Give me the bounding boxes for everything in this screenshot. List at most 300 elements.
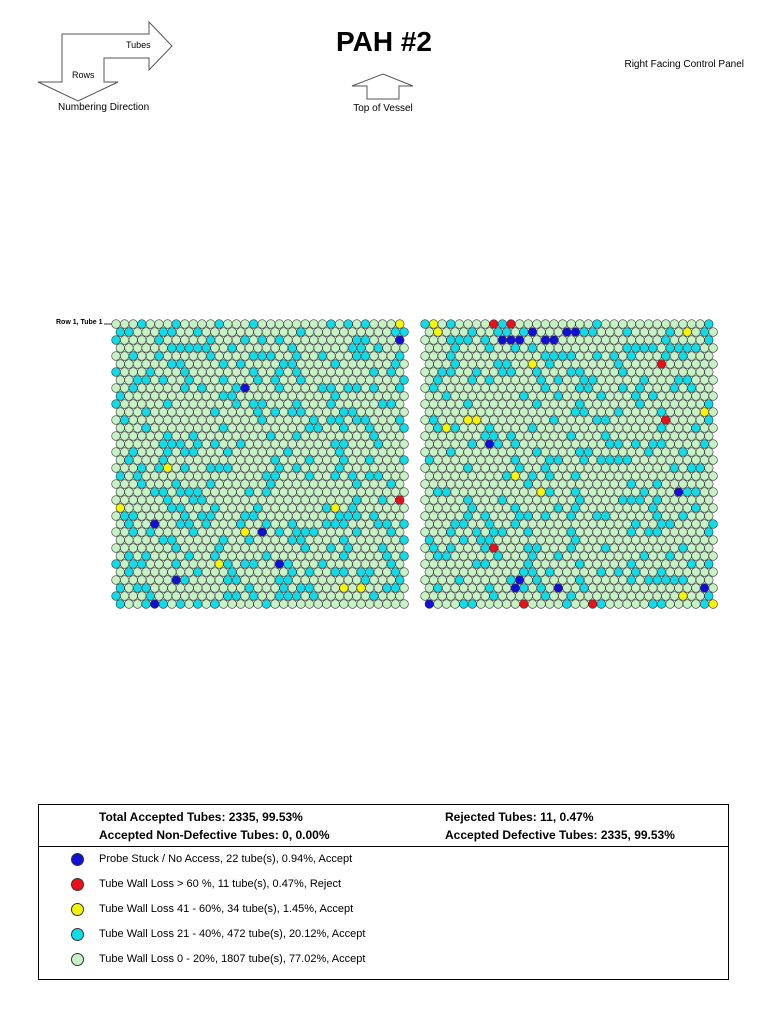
- tube-loss-0-20: [310, 480, 319, 489]
- tube-loss-0-20: [150, 440, 159, 449]
- tube-loss-0-20: [464, 368, 473, 377]
- tube-loss-0-20: [125, 424, 134, 433]
- tube-loss-0-20: [584, 336, 593, 345]
- tube-loss-0-20: [344, 576, 353, 585]
- tube-loss-0-20: [370, 496, 379, 505]
- tube-loss-0-20: [185, 392, 194, 401]
- tube-loss-0-20: [481, 496, 490, 505]
- tube-loss-0-20: [610, 400, 619, 409]
- tube-loss-0-20: [610, 448, 619, 457]
- tube-loss-0-20: [520, 408, 529, 417]
- tube-loss-0-20: [455, 528, 464, 537]
- tube-loss-0-20: [447, 384, 456, 393]
- tube-loss-0-20: [666, 504, 675, 513]
- tube-loss-0-20: [683, 568, 692, 577]
- tube-loss-0-20: [451, 536, 460, 545]
- tube-loss-0-20: [262, 424, 271, 433]
- tube-loss-0-20: [318, 496, 327, 505]
- tube-loss-0-20: [576, 480, 585, 489]
- tube-loss-21-40: [219, 392, 228, 401]
- tube-loss-0-20: [597, 328, 606, 337]
- tube-loss-0-20: [498, 512, 507, 521]
- tube-loss-0-20: [125, 408, 134, 417]
- tube-loss-0-20: [455, 480, 464, 489]
- tube-loss-0-20: [305, 536, 314, 545]
- tube-probe-stuck: [515, 336, 524, 345]
- tube-loss-0-20: [288, 328, 297, 337]
- tube-loss-0-20: [301, 480, 310, 489]
- tube-loss-0-20: [606, 392, 615, 401]
- tube-loss-21-40: [640, 344, 649, 353]
- tube-loss-0-20: [498, 592, 507, 601]
- tube-loss-0-20: [515, 560, 524, 569]
- tube-loss-0-20: [472, 448, 481, 457]
- tube-loss-21-40: [249, 512, 258, 521]
- tube-loss-0-20: [271, 360, 280, 369]
- tube-loss-0-20: [327, 336, 336, 345]
- tube-loss-0-20: [279, 472, 288, 481]
- tube-loss-0-20: [584, 560, 593, 569]
- tube-loss-0-20: [601, 352, 610, 361]
- tube-loss-0-20: [541, 544, 550, 553]
- tube-loss-21-40: [189, 448, 198, 457]
- tube-loss-0-20: [588, 488, 597, 497]
- tube-loss-21-40: [425, 456, 434, 465]
- tube-loss-0-20: [528, 536, 537, 545]
- tube-loss-0-20: [344, 496, 353, 505]
- tube-loss-0-20: [374, 376, 383, 385]
- tube-loss-21-40: [198, 496, 207, 505]
- tube-loss-21-40: [507, 432, 516, 441]
- tube-loss-21-40: [657, 408, 666, 417]
- tube-loss-0-20: [464, 432, 473, 441]
- tube-loss-0-20: [322, 456, 331, 465]
- tube-loss-0-20: [383, 536, 392, 545]
- tube-reject: [507, 320, 516, 329]
- tube-loss-0-20: [176, 392, 185, 401]
- tube-loss-21-40: [129, 560, 138, 569]
- tube-loss-0-20: [687, 448, 696, 457]
- tube-loss-0-20: [241, 448, 250, 457]
- tube-loss-0-20: [202, 568, 211, 577]
- tube-loss-21-40: [193, 600, 202, 609]
- tube-loss-0-20: [348, 488, 357, 497]
- tube-loss-0-20: [198, 448, 207, 457]
- tube-loss-0-20: [357, 456, 366, 465]
- tube-loss-0-20: [640, 392, 649, 401]
- tube-loss-21-40: [348, 472, 357, 481]
- tube-loss-0-20: [528, 440, 537, 449]
- tube-loss-0-20: [472, 496, 481, 505]
- tube-loss-0-20: [687, 416, 696, 425]
- tube-loss-0-20: [361, 512, 370, 521]
- tube-loss-0-20: [279, 328, 288, 337]
- tube-loss-0-20: [142, 392, 151, 401]
- tube-loss-21-40: [610, 352, 619, 361]
- tube-loss-0-20: [112, 320, 121, 329]
- tube-loss-0-20: [116, 376, 125, 385]
- tube-loss-0-20: [447, 592, 456, 601]
- tube-loss-0-20: [292, 496, 301, 505]
- tube-loss-0-20: [623, 584, 632, 593]
- tube-loss-21-40: [434, 376, 443, 385]
- tube-loss-0-20: [558, 560, 567, 569]
- tube-loss-21-40: [224, 592, 233, 601]
- tube-loss-0-20: [262, 392, 271, 401]
- tube-loss-0-20: [116, 344, 125, 353]
- tube-loss-0-20: [146, 464, 155, 473]
- tube-loss-21-40: [490, 528, 499, 537]
- tube-loss-21-40: [511, 504, 520, 513]
- tube-loss-0-20: [168, 552, 177, 561]
- tube-loss-0-20: [601, 368, 610, 377]
- tube-loss-0-20: [206, 576, 215, 585]
- tube-loss-0-20: [429, 352, 438, 361]
- tube-loss-0-20: [687, 400, 696, 409]
- tube-loss-0-20: [687, 576, 696, 585]
- tube-loss-0-20: [520, 488, 529, 497]
- tube-loss-21-40: [159, 488, 168, 497]
- tube-loss-0-20: [112, 480, 121, 489]
- tube-loss-0-20: [610, 464, 619, 473]
- tube-loss-0-20: [391, 536, 400, 545]
- tube-loss-0-20: [340, 488, 349, 497]
- tube-loss-0-20: [584, 416, 593, 425]
- tube-loss-21-40: [211, 552, 220, 561]
- tube-loss-0-20: [696, 368, 705, 377]
- tube-loss-0-20: [558, 544, 567, 553]
- tube-loss-21-40: [297, 328, 306, 337]
- tube-loss-0-20: [365, 600, 374, 609]
- tube-loss-21-40: [374, 472, 383, 481]
- tube-loss-0-20: [606, 360, 615, 369]
- tube-loss-0-20: [455, 592, 464, 601]
- tube-loss-0-20: [520, 424, 529, 433]
- tube-loss-0-20: [472, 464, 481, 473]
- tube-loss-0-20: [322, 552, 331, 561]
- tube-loss-0-20: [120, 576, 129, 585]
- tube-loss-0-20: [211, 344, 220, 353]
- tube-loss-0-20: [623, 552, 632, 561]
- tube-loss-0-20: [455, 464, 464, 473]
- tube-loss-21-40: [258, 416, 267, 425]
- tube-loss-0-20: [563, 344, 572, 353]
- tube-loss-0-20: [640, 408, 649, 417]
- tube-loss-0-20: [533, 592, 542, 601]
- tube-loss-0-20: [653, 432, 662, 441]
- tube-loss-21-40: [674, 376, 683, 385]
- tube-loss-0-20: [459, 376, 468, 385]
- tube-loss-0-20: [709, 504, 718, 513]
- tube-loss-0-20: [322, 488, 331, 497]
- tube-loss-0-20: [116, 408, 125, 417]
- tube-loss-0-20: [434, 600, 443, 609]
- tube-loss-0-20: [627, 544, 636, 553]
- tube-loss-0-20: [481, 320, 490, 329]
- tube-loss-0-20: [623, 392, 632, 401]
- tube-loss-21-40: [567, 368, 576, 377]
- tube-loss-0-20: [138, 512, 147, 521]
- tube-loss-0-20: [438, 544, 447, 553]
- tube-loss-0-20: [163, 416, 172, 425]
- tube-loss-21-40: [284, 448, 293, 457]
- tube-loss-0-20: [163, 576, 172, 585]
- tube-loss-21-40: [455, 576, 464, 585]
- tube-loss-0-20: [524, 432, 533, 441]
- tube-loss-0-20: [700, 424, 709, 433]
- tube-loss-0-20: [159, 552, 168, 561]
- tube-loss-21-40: [601, 416, 610, 425]
- tube-loss-21-40: [485, 536, 494, 545]
- tube-loss-0-20: [451, 568, 460, 577]
- tube-loss-0-20: [310, 576, 319, 585]
- tube-loss-0-20: [490, 400, 499, 409]
- tube-loss-0-20: [649, 584, 658, 593]
- tube-loss-21-40: [387, 560, 396, 569]
- tube-loss-0-20: [387, 592, 396, 601]
- tube-loss-0-20: [515, 496, 524, 505]
- tube-loss-0-20: [305, 552, 314, 561]
- tube-loss-0-20: [442, 504, 451, 513]
- tube-loss-0-20: [353, 368, 362, 377]
- tube-loss-0-20: [219, 504, 228, 513]
- tube-loss-0-20: [344, 400, 353, 409]
- tube-loss-0-20: [657, 488, 666, 497]
- tube-loss-0-20: [464, 560, 473, 569]
- tube-loss-0-20: [515, 528, 524, 537]
- legend-item-wall-loss-41-60: [71, 901, 353, 917]
- tube-loss-21-40: [335, 416, 344, 425]
- tube-loss-0-20: [378, 528, 387, 537]
- tube-loss-21-40: [683, 376, 692, 385]
- tube-loss-0-20: [129, 464, 138, 473]
- tube-loss-0-20: [353, 592, 362, 601]
- tube-loss-21-40: [206, 480, 215, 489]
- tube-loss-0-20: [292, 560, 301, 569]
- tube-loss-0-20: [657, 376, 666, 385]
- tube-loss-21-40: [692, 424, 701, 433]
- tube-loss-0-20: [146, 512, 155, 521]
- tube-loss-0-20: [275, 400, 284, 409]
- tube-loss-0-20: [254, 568, 263, 577]
- tube-loss-0-20: [576, 320, 585, 329]
- tube-loss-0-20: [472, 320, 481, 329]
- tube-loss-0-20: [429, 496, 438, 505]
- tube-loss-0-20: [657, 584, 666, 593]
- tube-loss-0-20: [138, 368, 147, 377]
- tube-loss-0-20: [172, 368, 181, 377]
- tube-loss-0-20: [310, 336, 319, 345]
- tube-loss-0-20: [455, 416, 464, 425]
- tube-loss-0-20: [224, 400, 233, 409]
- tube-loss-0-20: [584, 512, 593, 521]
- tube-loss-0-20: [305, 360, 314, 369]
- tube-loss-0-20: [524, 352, 533, 361]
- tube-loss-0-20: [537, 568, 546, 577]
- tube-loss-0-20: [271, 536, 280, 545]
- tube-loss-0-20: [387, 416, 396, 425]
- tube-loss-0-20: [129, 416, 138, 425]
- tube-loss-0-20: [644, 416, 653, 425]
- tube-loss-21-40: [340, 440, 349, 449]
- tube-loss-0-20: [425, 424, 434, 433]
- tube-loss-21-40: [159, 376, 168, 385]
- tube-loss-41-60: [241, 528, 250, 537]
- tube-loss-21-40: [249, 368, 258, 377]
- tube-loss-0-20: [185, 536, 194, 545]
- tube-loss-0-20: [185, 408, 194, 417]
- tube-loss-0-20: [576, 544, 585, 553]
- tube-loss-21-40: [666, 552, 675, 561]
- tube-loss-0-20: [515, 432, 524, 441]
- tube-loss-0-20: [442, 456, 451, 465]
- numbering-direction-label: Numbering Direction: [58, 102, 150, 113]
- tube-loss-0-20: [537, 360, 546, 369]
- tube-loss-0-20: [150, 504, 159, 513]
- tube-loss-21-40: [567, 512, 576, 521]
- tube-loss-0-20: [679, 432, 688, 441]
- tube-loss-21-40: [236, 360, 245, 369]
- tube-loss-0-20: [331, 328, 340, 337]
- tube-loss-0-20: [692, 456, 701, 465]
- tube-loss-0-20: [520, 456, 529, 465]
- tube-loss-0-20: [172, 464, 181, 473]
- tube-loss-0-20: [636, 352, 645, 361]
- tube-loss-0-20: [520, 536, 529, 545]
- tube-loss-0-20: [211, 360, 220, 369]
- tube-loss-0-20: [438, 384, 447, 393]
- tube-loss-0-20: [120, 528, 129, 537]
- tube-loss-0-20: [623, 600, 632, 609]
- tube-loss-0-20: [593, 432, 602, 441]
- tube-loss-0-20: [584, 368, 593, 377]
- tube-loss-21-40: [576, 448, 585, 457]
- tube-loss-0-20: [357, 392, 366, 401]
- tube-loss-0-20: [228, 328, 237, 337]
- tube-loss-0-20: [696, 512, 705, 521]
- tube-loss-21-40: [468, 504, 477, 513]
- tube-loss-0-20: [198, 352, 207, 361]
- tube-loss-0-20: [125, 360, 134, 369]
- tube-loss-0-20: [502, 392, 511, 401]
- tube-loss-21-40: [189, 496, 198, 505]
- tube-loss-21-40: [370, 592, 379, 601]
- tube-loss-21-40: [305, 424, 314, 433]
- tube-loss-0-20: [198, 544, 207, 553]
- tube-loss-0-20: [215, 352, 224, 361]
- tube-loss-0-20: [537, 552, 546, 561]
- tube-loss-0-20: [705, 512, 714, 521]
- tube-loss-0-20: [378, 320, 387, 329]
- tube-loss-0-20: [636, 464, 645, 473]
- tube-loss-21-40: [619, 384, 628, 393]
- tube-loss-21-40: [696, 464, 705, 473]
- tube-loss-0-20: [515, 544, 524, 553]
- tube-loss-21-40: [644, 448, 653, 457]
- tube-loss-0-20: [146, 576, 155, 585]
- tube-loss-0-20: [331, 552, 340, 561]
- tube-reject: [662, 416, 671, 425]
- tube-loss-21-40: [601, 512, 610, 521]
- tube-loss-0-20: [284, 352, 293, 361]
- tube-loss-0-20: [550, 368, 559, 377]
- tube-loss-0-20: [459, 424, 468, 433]
- tube-loss-21-40: [206, 512, 215, 521]
- tube-loss-21-40: [580, 376, 589, 385]
- tube-loss-0-20: [481, 400, 490, 409]
- tube-loss-21-40: [657, 600, 666, 609]
- tube-loss-0-20: [576, 416, 585, 425]
- tube-loss-0-20: [383, 600, 392, 609]
- tube-loss-0-20: [181, 432, 190, 441]
- tube-loss-0-20: [193, 456, 202, 465]
- tube-loss-0-20: [580, 472, 589, 481]
- tube-loss-0-20: [322, 392, 331, 401]
- tube-loss-21-40: [112, 592, 121, 601]
- tube-loss-0-20: [279, 392, 288, 401]
- tube-loss-0-20: [674, 408, 683, 417]
- tube-loss-41-60: [683, 328, 692, 337]
- tube-loss-0-20: [619, 320, 628, 329]
- tube-loss-0-20: [515, 368, 524, 377]
- tube-loss-0-20: [614, 376, 623, 385]
- tube-loss-0-20: [593, 336, 602, 345]
- tube-loss-0-20: [292, 480, 301, 489]
- tube-loss-0-20: [558, 496, 567, 505]
- tube-loss-0-20: [576, 464, 585, 473]
- tube-loss-21-40: [176, 344, 185, 353]
- tube-loss-0-20: [129, 480, 138, 489]
- tube-loss-0-20: [344, 352, 353, 361]
- tube-loss-0-20: [322, 424, 331, 433]
- tube-loss-21-40: [576, 576, 585, 585]
- tube-loss-0-20: [511, 376, 520, 385]
- tube-loss-21-40: [597, 456, 606, 465]
- tube-loss-0-20: [477, 456, 486, 465]
- tube-loss-21-40: [331, 360, 340, 369]
- tube-loss-0-20: [129, 320, 138, 329]
- tube-loss-21-40: [340, 520, 349, 529]
- tube-loss-0-20: [215, 336, 224, 345]
- tube-loss-21-40: [631, 568, 640, 577]
- row1-tube1-label: Row 1, Tube 1: [56, 319, 103, 326]
- tube-loss-0-20: [696, 384, 705, 393]
- tube-loss-0-20: [357, 424, 366, 433]
- tube-loss-0-20: [219, 584, 228, 593]
- tube-loss-0-20: [335, 576, 344, 585]
- tube-loss-0-20: [125, 504, 134, 513]
- tube-loss-0-20: [120, 320, 129, 329]
- tube-loss-0-20: [348, 376, 357, 385]
- tube-loss-0-20: [168, 392, 177, 401]
- tube-loss-0-20: [262, 568, 271, 577]
- tube-loss-0-20: [696, 480, 705, 489]
- tube-loss-0-20: [459, 568, 468, 577]
- tube-loss-0-20: [189, 352, 198, 361]
- tube-loss-21-40: [193, 328, 202, 337]
- tube-loss-0-20: [378, 432, 387, 441]
- tube-loss-0-20: [584, 496, 593, 505]
- tube-loss-0-20: [236, 552, 245, 561]
- tube-loss-0-20: [297, 600, 306, 609]
- tube-loss-0-20: [279, 520, 288, 529]
- tube-loss-21-40: [400, 424, 409, 433]
- tube-loss-0-20: [421, 528, 430, 537]
- tube-loss-21-40: [580, 584, 589, 593]
- tube-loss-21-40: [472, 528, 481, 537]
- tube-loss-0-20: [429, 560, 438, 569]
- tube-loss-21-40: [533, 368, 542, 377]
